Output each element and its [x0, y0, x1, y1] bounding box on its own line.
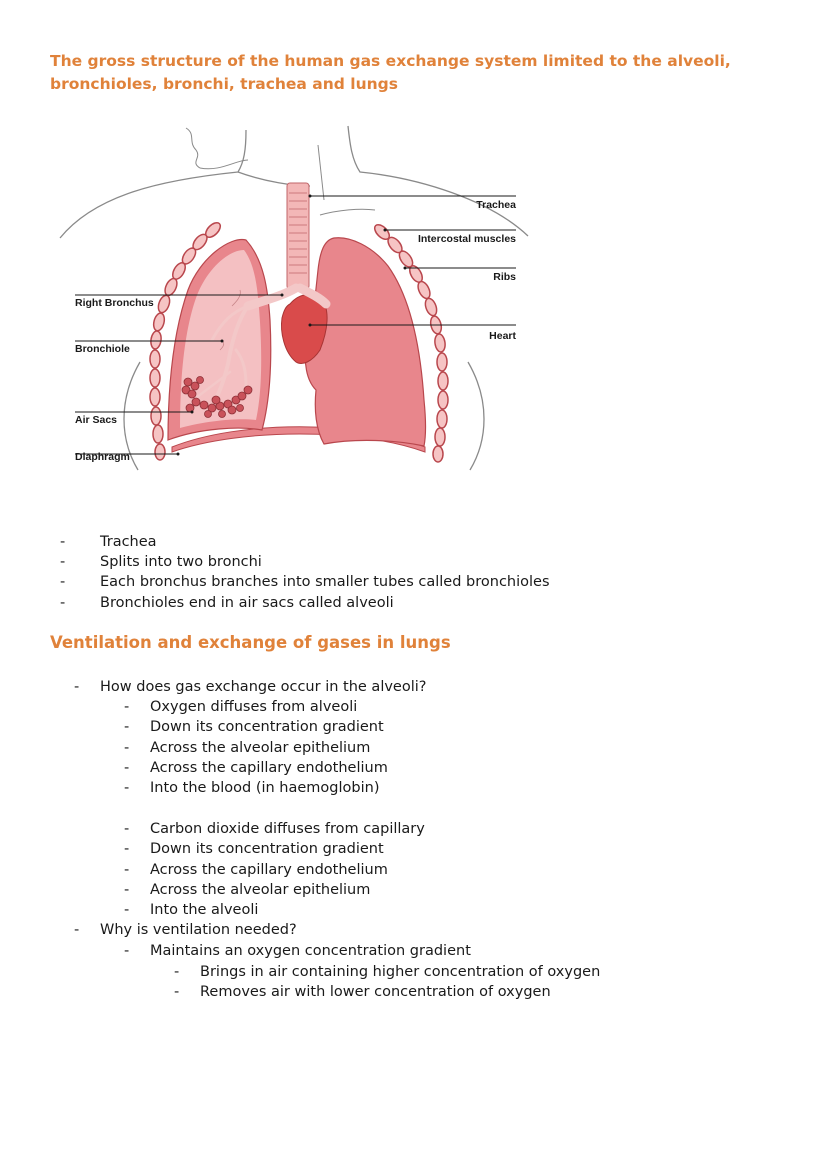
bullet-dash: - — [124, 719, 130, 735]
question-ventilation: Why is ventilation needed? — [100, 922, 297, 938]
oxygen-step: Down its concentration gradient — [150, 719, 384, 735]
label-heart: Heart — [489, 330, 516, 342]
bullet-dash: - — [174, 984, 180, 1000]
co2-step: Down its concentration gradient — [150, 841, 384, 857]
ventilation-sub-point: Brings in air containing higher concentration of oxygen — [200, 964, 601, 980]
oxygen-step: Across the alveolar epithelium — [150, 740, 371, 756]
co2-step: Across the alveolar epithelium — [150, 882, 371, 898]
list-item: Trachea — [100, 534, 157, 550]
section-heading: Ventilation and exchange of gases in lungs — [50, 633, 451, 652]
list-item: Bronchioles end in air sacs called alveoli — [100, 595, 394, 611]
list-item: Splits into two bronchi — [100, 554, 262, 570]
label-air-sacs: Air Sacs — [75, 414, 118, 426]
bullet-dash: - — [60, 574, 66, 590]
bullet-dash: - — [124, 821, 130, 837]
oxygen-step: Across the capillary endothelium — [150, 760, 388, 776]
co2-step: Across the capillary endothelium — [150, 862, 388, 878]
bullet-dash: - — [124, 780, 130, 796]
oxygen-step: Into the blood (in haemoglobin) — [150, 780, 380, 796]
label-bronchiole: Bronchiole — [75, 343, 130, 355]
lungs-diagram — [52, 118, 532, 510]
bullet-dash: - — [60, 554, 66, 570]
bullet-dash: - — [124, 882, 130, 898]
label-trachea: Trachea — [476, 199, 516, 211]
label-intercostal-muscles: Intercostal muscles — [417, 233, 516, 245]
bullet-dash: - — [124, 760, 130, 776]
bullet-dash: - — [74, 679, 80, 695]
bullet-dash: - — [124, 841, 130, 857]
bullet-dash: - — [60, 534, 66, 550]
bullet-dash: - — [74, 922, 80, 938]
ventilation-sub-point: Removes air with lower concentration of oxygen — [200, 984, 551, 1000]
bullet-dash: - — [124, 740, 130, 756]
label-right-bronchus: Right Bronchus — [75, 297, 154, 309]
ventilation-answer: Maintains an oxygen concentration gradient — [150, 943, 471, 959]
co2-step: Into the alveoli — [150, 902, 259, 918]
bullet-dash: - — [60, 595, 66, 611]
trachea-shape — [287, 183, 309, 289]
bullet-dash: - — [124, 943, 130, 959]
label-diaphragm: Diaphragm — [75, 451, 130, 463]
bullet-dash: - — [124, 699, 130, 715]
question-gas-exchange: How does gas exchange occur in the alveoli? — [100, 679, 427, 695]
bullet-dash: - — [124, 902, 130, 918]
oxygen-step: Oxygen diffuses from alveoli — [150, 699, 358, 715]
label-ribs: Ribs — [493, 271, 516, 283]
list-item: Each bronchus branches into smaller tubes called bronchioles — [100, 574, 550, 590]
page-title: The gross structure of the human gas exchange system limited to the alveoli, bronchioles, bronchi, trachea and lungs — [50, 52, 731, 93]
bullet-dash: - — [174, 964, 180, 980]
bullet-dash: - — [124, 862, 130, 878]
co2-step: Carbon dioxide diffuses from capillary — [150, 821, 425, 837]
